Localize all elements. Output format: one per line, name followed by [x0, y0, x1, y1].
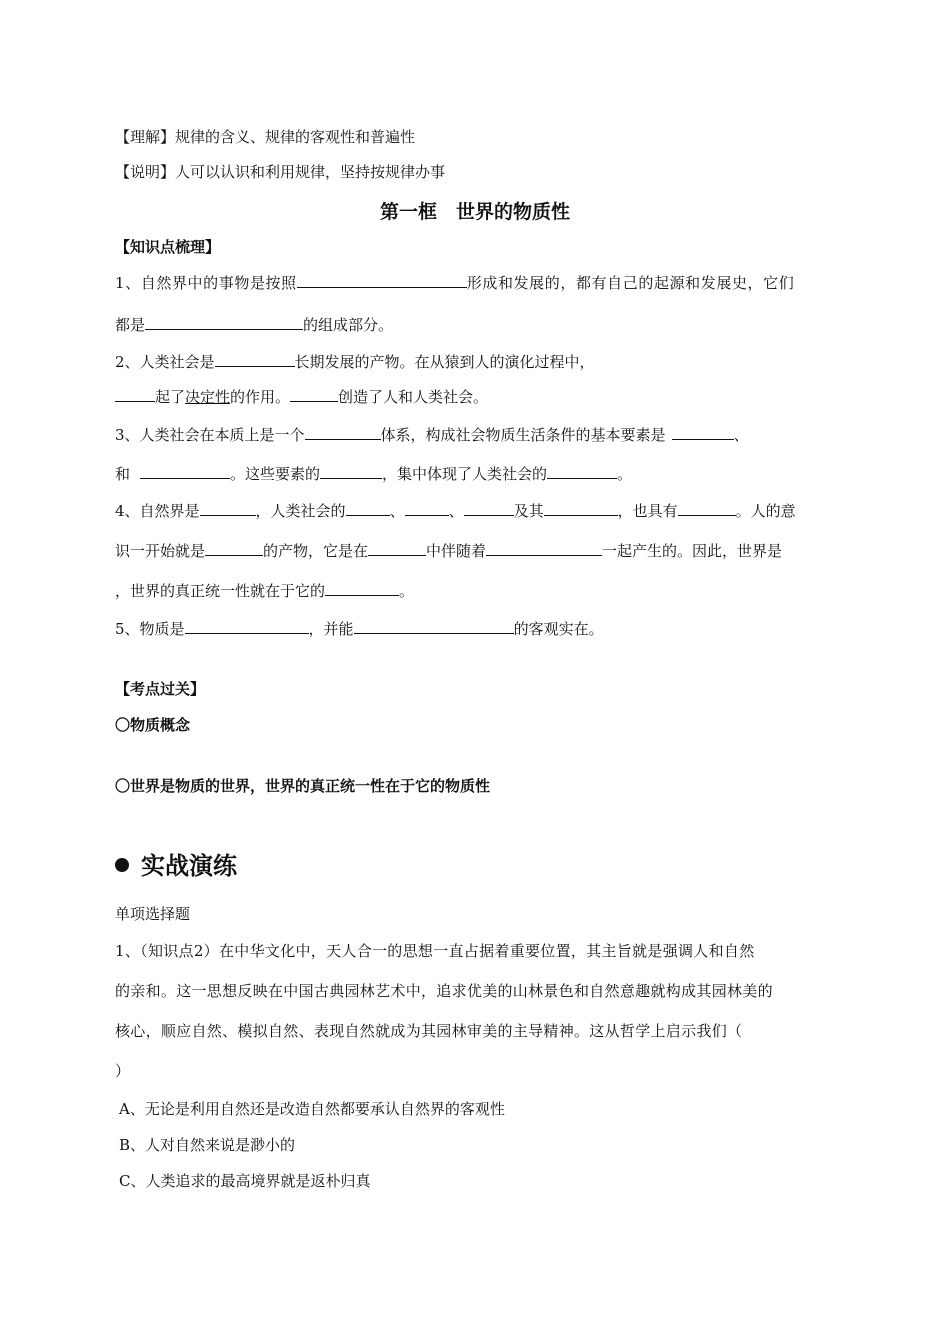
blank[interactable]	[290, 386, 338, 402]
blank[interactable]	[346, 500, 390, 516]
bullet-icon	[115, 858, 129, 872]
blank[interactable]	[325, 580, 399, 596]
item-2-line-2: 起了决定性的作用。 创造了人和人类社会。	[115, 386, 488, 408]
blank[interactable]	[678, 500, 736, 516]
blank[interactable]	[464, 500, 514, 516]
question-1-line-4: ）	[115, 1062, 131, 1080]
item-3-line-2: 和 。这些要素的 ，集中体现了人类社会的 。	[115, 465, 633, 483]
blank[interactable]	[115, 386, 155, 402]
option-b[interactable]: B、人对自然来说是渺小的	[119, 1136, 296, 1154]
blank[interactable]	[320, 463, 382, 479]
exam-point-1: 〇物质概念	[115, 716, 191, 734]
blank[interactable]	[140, 463, 230, 479]
question-type: 单项选择题	[115, 905, 191, 923]
blank[interactable]	[145, 314, 303, 330]
option-c[interactable]: C、人类追求的最高境界就是返朴归真	[119, 1172, 371, 1190]
blank[interactable]	[185, 618, 309, 634]
knowledge-heading: 【知识点梳理】	[115, 238, 221, 256]
blank[interactable]	[297, 272, 467, 288]
item-4-line-2: 识一开始就是 的产物，它是在 中伴随着 一起产生的。因此，世界是	[115, 542, 783, 560]
practice-heading: 实战演练	[115, 846, 237, 881]
header-explain: 【说明】人可以认识和利用规律，坚持按规律办事	[115, 163, 446, 181]
blank[interactable]	[547, 463, 617, 479]
exam-heading: 【考点过关】	[115, 680, 206, 698]
blank[interactable]	[544, 500, 618, 516]
item-4-line-1: 4、自然界是 ，人类社会的 、 、 及其 ，也具有 。人的意	[115, 502, 796, 520]
section-title: 第一框 世界的物质性	[379, 201, 570, 223]
item-5: 5、物质是 ，并能 的客观实在。	[115, 620, 604, 638]
item-3-line-1: 3、人类社会在本质上是一个 体系，构成社会物质生活条件的基本要素是 、	[115, 426, 749, 444]
question-1-line-2: 的亲和。这一思想反映在中国古典园林艺术中，追求优美的山林景色和自然意趣就构成其园林美的	[115, 982, 773, 1000]
question-1-line-1: 1、（知识点2）在中华文化中，天人合一的思想一直占据着重要位置，其主旨就是强调人和自然	[115, 942, 755, 960]
blank[interactable]	[354, 618, 514, 634]
header-understand: 【理解】规律的含义、规律的客观性和普遍性	[115, 128, 416, 146]
option-a[interactable]: A、无论是利用自然还是改造自然都要承认自然界的客观性	[119, 1100, 505, 1118]
blank[interactable]	[215, 351, 295, 367]
item-4-line-3: ，世界的真正统一性就在于它的 。	[115, 582, 415, 600]
blank[interactable]	[368, 540, 426, 556]
item-1-line-2: 都是 的组成部分。	[115, 316, 394, 334]
blank[interactable]	[200, 500, 256, 516]
blank[interactable]	[486, 540, 602, 556]
blank[interactable]	[672, 424, 734, 440]
blank[interactable]	[405, 500, 449, 516]
blank[interactable]	[305, 424, 381, 440]
item-1-line-1: 1、自然界中的事物是按照 形成和发展的，都有自己的起源和发展史，它们	[115, 274, 795, 292]
exam-point-2: 〇世界是物质的世界，世界的真正统一性在于它的物质性	[115, 777, 491, 795]
question-1-line-3: 核心，顺应自然、模拟自然、表现自然就成为其园林审美的主导精神。这从哲学上启示我们（	[115, 1022, 743, 1040]
blank[interactable]	[205, 540, 263, 556]
item-2-line-1: 2、人类社会是 长期发展的产物。在从猿到人的演化过程中，	[115, 353, 595, 371]
